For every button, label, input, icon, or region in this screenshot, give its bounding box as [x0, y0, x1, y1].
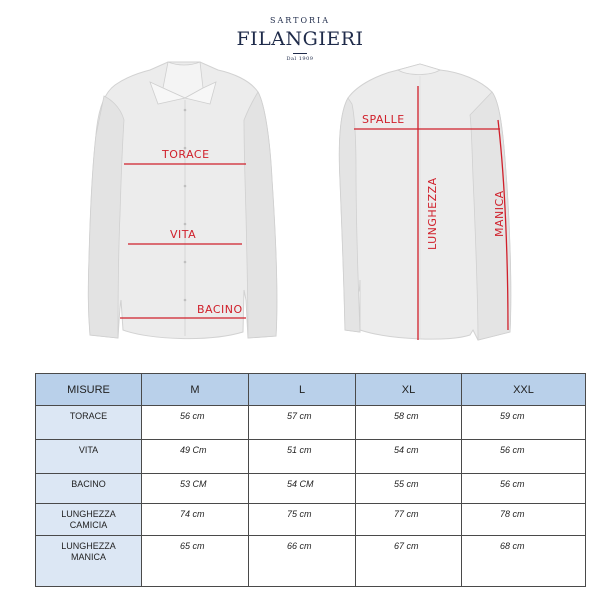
- table-cell: 66 cm: [249, 536, 356, 587]
- header-size-xl: XL: [356, 374, 462, 406]
- header-misure: MISURE: [36, 374, 142, 406]
- lunghezza-label: LUNGHEZZA: [426, 177, 439, 250]
- table-cell: 58 cm: [356, 406, 462, 440]
- table-cell: 74 cm: [142, 504, 249, 536]
- table-cell: 54 cm: [356, 440, 462, 474]
- manica-label: MANICA: [493, 190, 506, 237]
- spalle-label: SPALLE: [362, 113, 405, 126]
- table-header-row: [36, 374, 586, 406]
- table-row: [36, 474, 586, 504]
- table-row: [36, 504, 586, 536]
- table-cell: 75 cm: [249, 504, 356, 536]
- torace-label: TORACE: [162, 148, 210, 161]
- header-size-xxl: XXL: [462, 374, 586, 406]
- row-label: BACINO: [36, 474, 142, 504]
- table-cell: 56 cm: [462, 474, 586, 504]
- table-cell: 55 cm: [356, 474, 462, 504]
- table-cell: 49 Cm: [142, 440, 249, 474]
- front-shirt-illustration: [88, 62, 276, 339]
- table-cell: 51 cm: [249, 440, 356, 474]
- row-label: VITA: [36, 440, 142, 474]
- row-label: TORACE: [36, 406, 142, 440]
- row-label: LUNGHEZZA CAMICIA: [36, 504, 142, 536]
- bacino-label: BACINO: [197, 303, 243, 316]
- vita-label: VITA: [170, 228, 197, 241]
- header-size-l: L: [249, 374, 356, 406]
- table-cell: 68 cm: [462, 536, 586, 587]
- brand-sartoria: SARTORIA: [270, 16, 330, 25]
- size-chart-table: [35, 373, 586, 587]
- table-cell: 65 cm: [142, 536, 249, 587]
- brand-established: Dal 1909: [286, 56, 314, 62]
- table-row: [36, 440, 586, 474]
- table-cell: 67 cm: [356, 536, 462, 587]
- brand-name: FILANGIERI: [236, 28, 364, 50]
- table-cell: 54 CM: [249, 474, 356, 504]
- table-row: [36, 536, 586, 587]
- table-cell: 57 cm: [249, 406, 356, 440]
- table-cell: 56 cm: [142, 406, 249, 440]
- row-label: LUNGHEZZA MANICA: [36, 536, 142, 587]
- table-row: [36, 406, 586, 440]
- table-cell: 59 cm: [462, 406, 586, 440]
- table-cell: 56 cm: [462, 440, 586, 474]
- table-cell: 53 CM: [142, 474, 249, 504]
- table-cell: 77 cm: [356, 504, 462, 536]
- table-cell: 78 cm: [462, 504, 586, 536]
- header-size-m: M: [142, 374, 249, 406]
